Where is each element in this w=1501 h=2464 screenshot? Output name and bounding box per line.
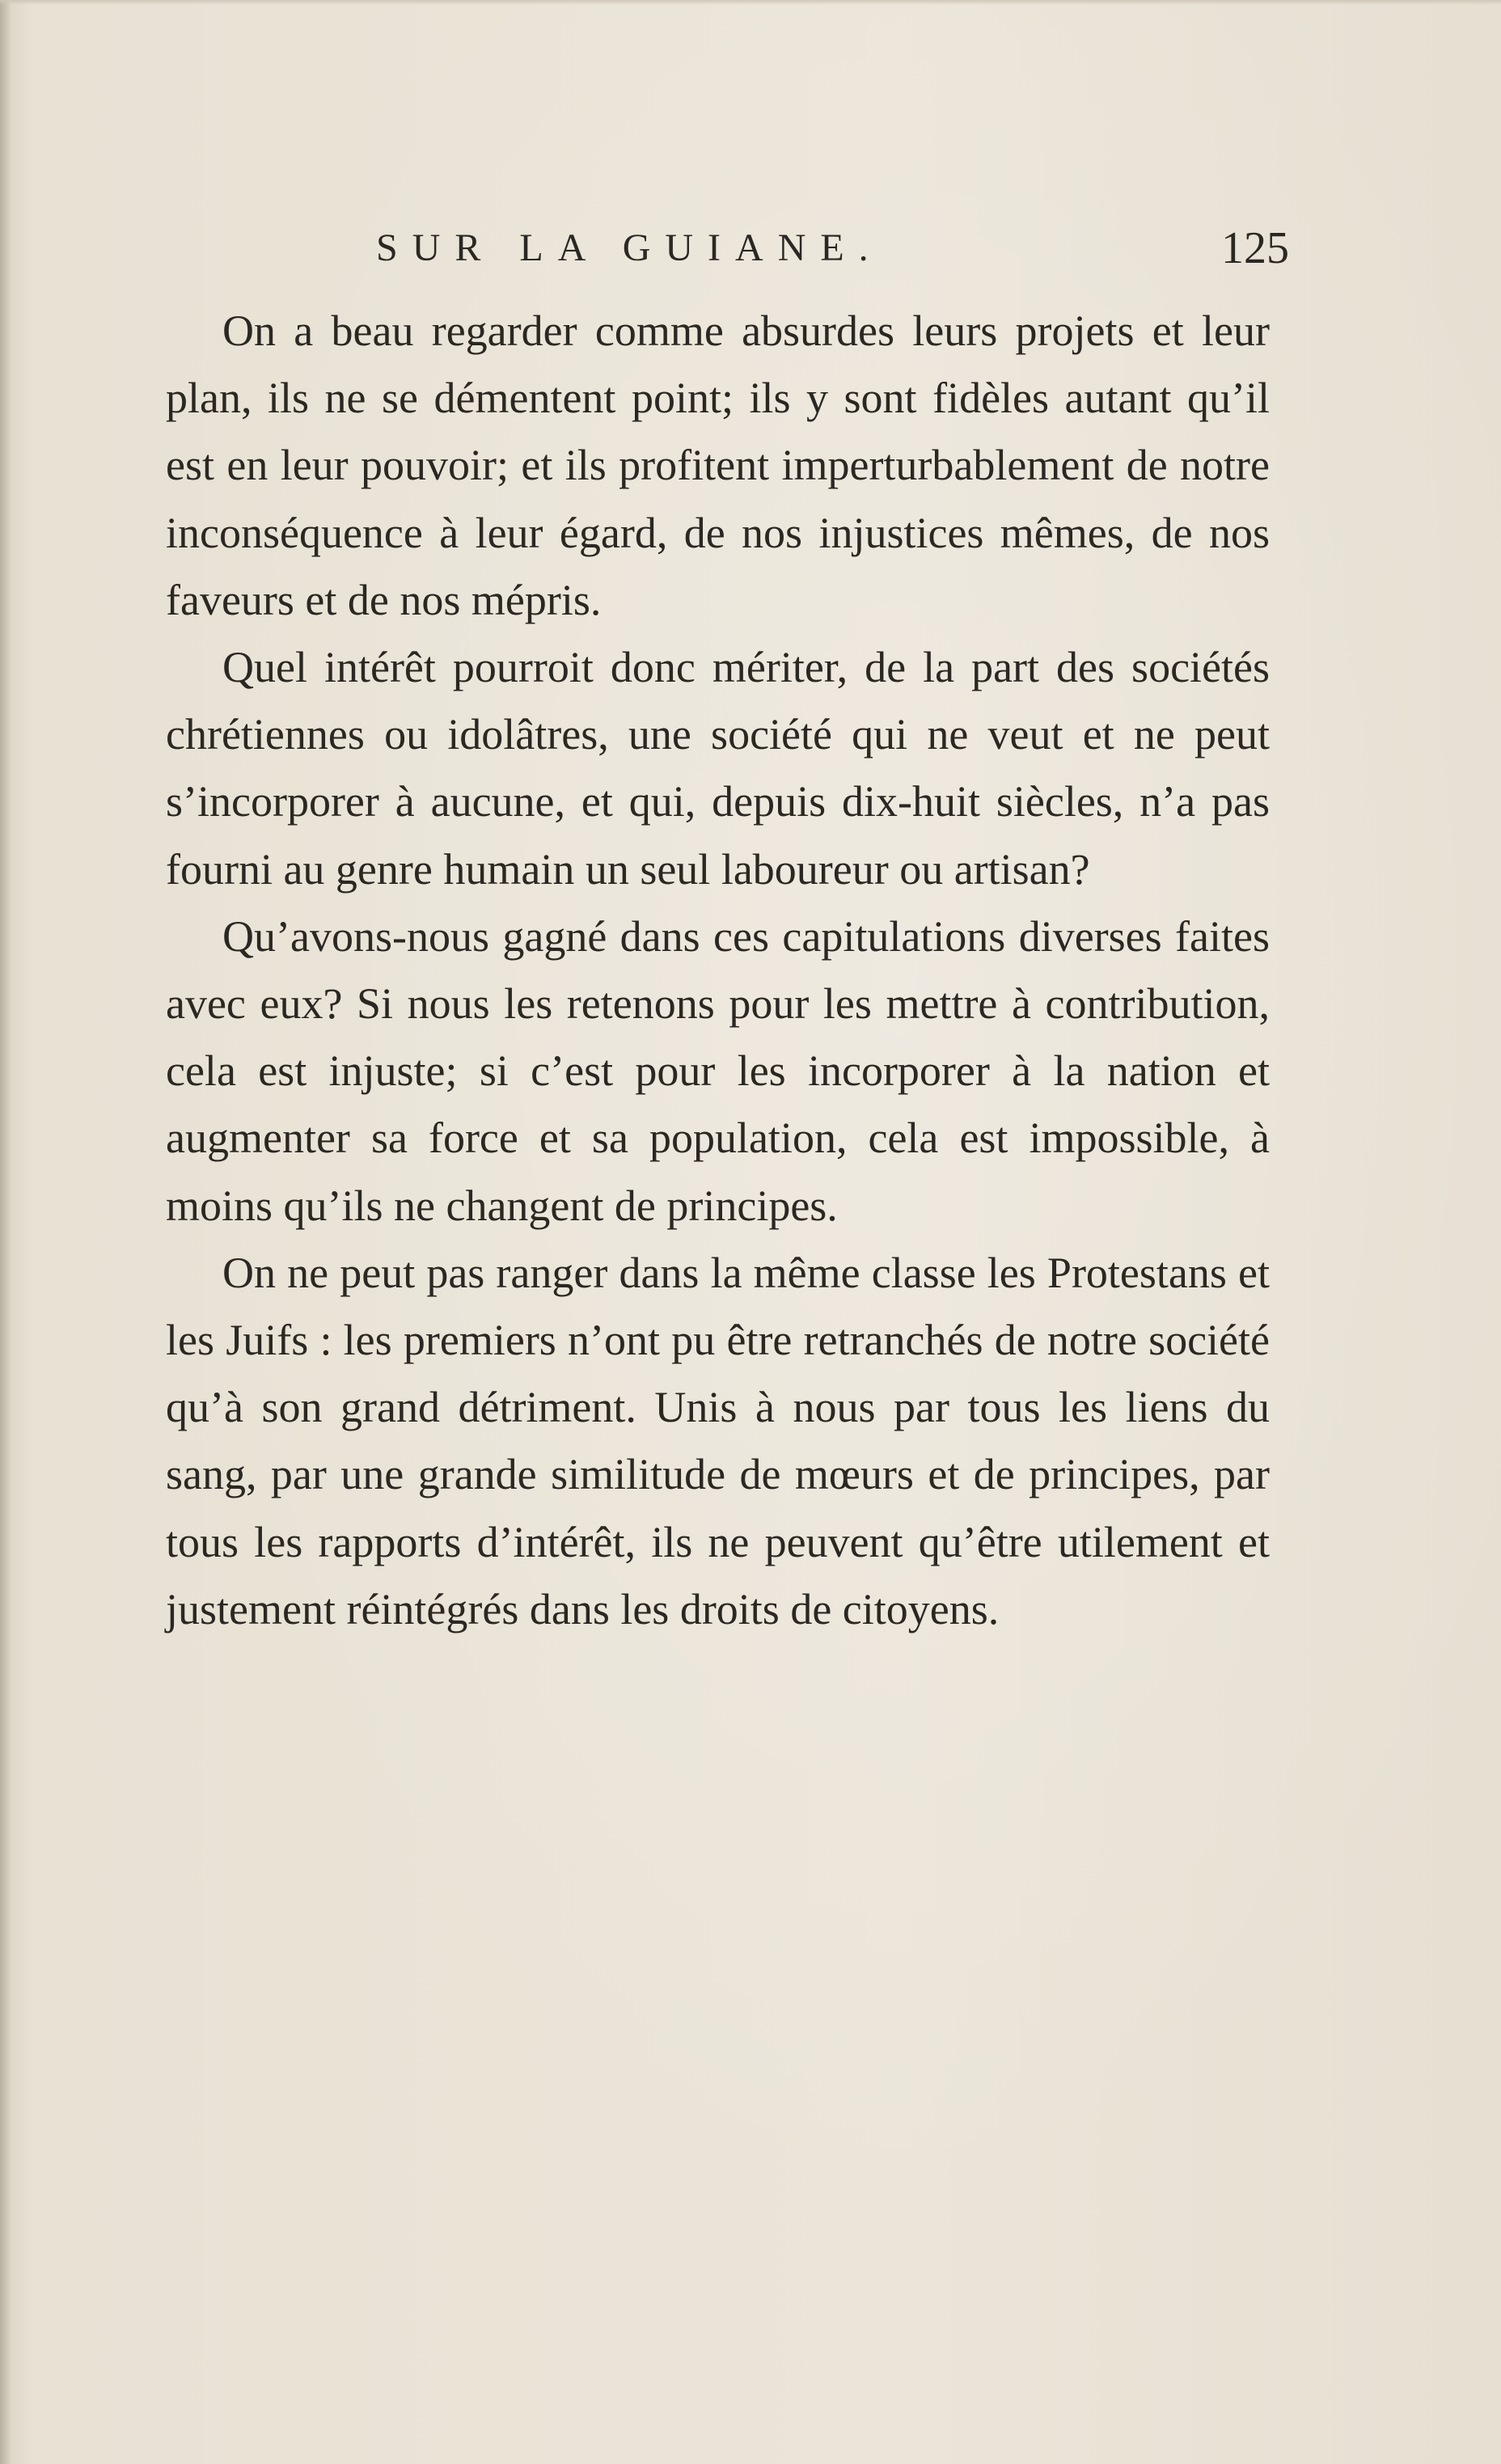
paragraph-3: Qu’avons-nous gagné dans ces capitulations diverses faites avec eux? Si nous les retenons pour les mettre à contribution, cela est injuste; si c’est pour les incorporer à la nation et augmenter sa force et sa population, cela est impossible, à moins qu’ils ne changent de principes.	[166, 911, 1270, 1230]
top-edge	[0, 0, 1501, 5]
running-head: SUR LA GUIANE.	[376, 226, 883, 269]
paragraph-1: On a beau regarder comme absurdes leurs projets et leur plan, ils ne se démentent point; ils y sont fidèles autant qu’il est en leur pouvoir; et ils profitent imperturbablement de notre inconséquence à leur égard, de nos injustices mêmes, de nos faveurs et de nos mépris.	[166, 306, 1270, 624]
paragraph-2: Quel intérêt pourroit donc mériter, de la part des sociétés chrétiennes ou idolâtres, une société qui ne veut et ne peut s’incorporer à aucune, et qui, depuis dix-huit siècles, n’a pas fourni au genre humain un seul laboureur ou artisan?	[166, 643, 1270, 894]
body-text	[166, 298, 1270, 1643]
binding-edge	[0, 0, 11, 2464]
page-number: 125	[1221, 223, 1289, 273]
paragraph-4: On ne peut pas ranger dans la même classe les Protestans et les Juifs : les premiers n’ont pu être retranchés de notre société qu’à son grand détriment. Unis à nous par tous les liens du sang, par une grande similitude de mœurs et de principes, par tous les rapports d’intérêt, ils ne peuvent qu’être utilement et justement réintégrés dans les droits de citoyens.	[166, 1248, 1270, 1634]
